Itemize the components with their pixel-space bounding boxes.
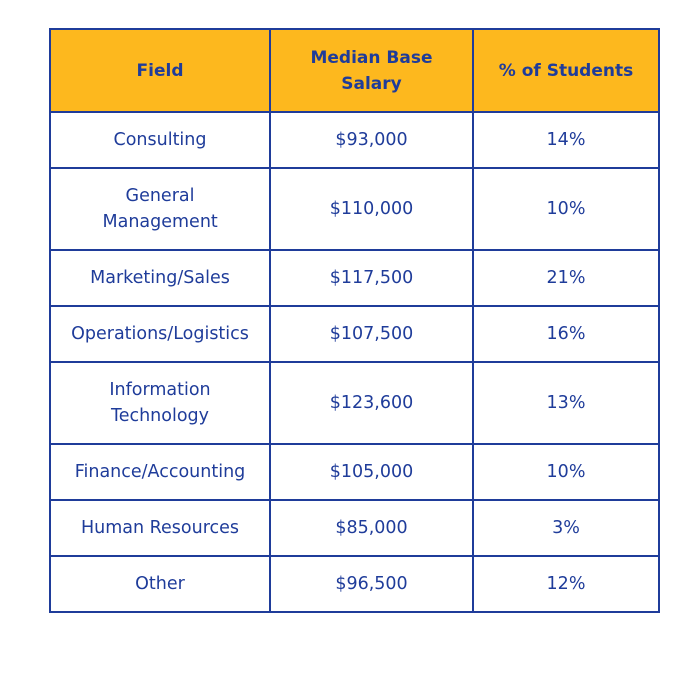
field-cell: Information Technology	[50, 362, 270, 444]
students-cell: 12%	[473, 556, 659, 612]
table-row	[50, 250, 659, 306]
table-row	[50, 168, 659, 250]
students-cell: 14%	[473, 112, 659, 168]
salary-cell: $110,000	[270, 168, 473, 250]
salary-cell: $85,000	[270, 500, 473, 556]
salary-table	[49, 28, 660, 613]
salary-cell: $123,600	[270, 362, 473, 444]
header-row	[50, 29, 659, 112]
salary-cell: $96,500	[270, 556, 473, 612]
table-row	[50, 444, 659, 500]
header-field: Field	[50, 29, 270, 112]
table-row	[50, 112, 659, 168]
header-median-base-salary: Median Base Salary	[270, 29, 473, 112]
students-cell: 10%	[473, 168, 659, 250]
students-cell: 16%	[473, 306, 659, 362]
students-cell: 10%	[473, 444, 659, 500]
salary-cell: $105,000	[270, 444, 473, 500]
table-row	[50, 500, 659, 556]
students-cell: 21%	[473, 250, 659, 306]
header-percent-of-students: % of Students	[473, 29, 659, 112]
field-cell: Human Resources	[50, 500, 270, 556]
field-cell: Marketing/Sales	[50, 250, 270, 306]
salary-cell: $117,500	[270, 250, 473, 306]
field-cell: General Management	[50, 168, 270, 250]
salary-cell: $93,000	[270, 112, 473, 168]
field-cell: Operations/Logistics	[50, 306, 270, 362]
field-cell: Other	[50, 556, 270, 612]
field-cell: Consulting	[50, 112, 270, 168]
field-cell: Finance/Accounting	[50, 444, 270, 500]
salary-cell: $107,500	[270, 306, 473, 362]
students-cell: 13%	[473, 362, 659, 444]
table-row	[50, 362, 659, 444]
table-row	[50, 556, 659, 612]
students-cell: 3%	[473, 500, 659, 556]
table-row	[50, 306, 659, 362]
